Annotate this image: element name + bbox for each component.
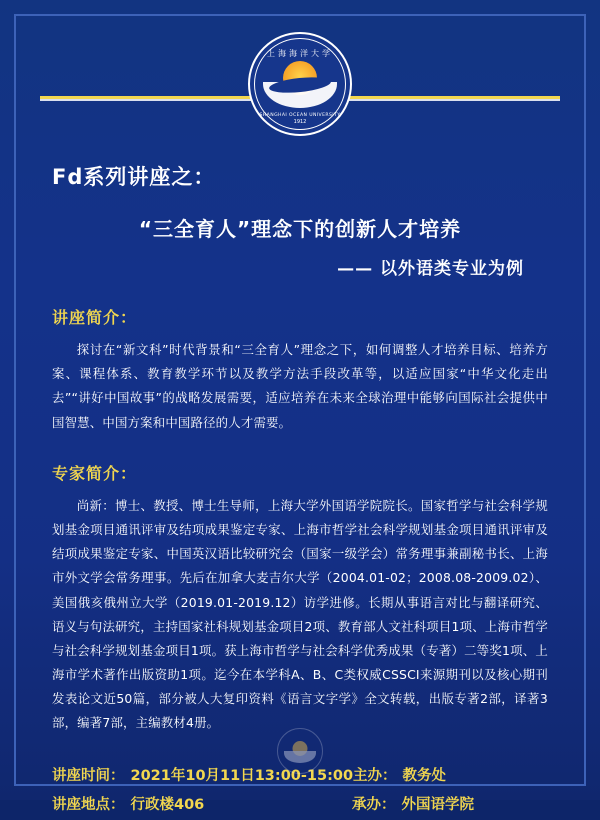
info-place-value: 行政楼406 <box>130 796 205 813</box>
section-body: 尚新：博士、教授、博士生导师，上海大学外国语学院院长。国家哲学与社会科学规划基金项目通讯评审及结项成果鉴定专家、上海市哲学社会科学规划基金项目通讯评审及结项成果鉴定专家、中国英汉语比较研究会（国家一级学会）常务理事兼副秘书长、上海市外文学会常务理事。先后在加拿大麦吉尔大学（2004.01-02；2008.08-2009.02）、美国俄亥俄州立大学（2019.01-2019.12）访学进修。长期从事语言对比与翻译研究、语义与句法研究，主持国家社科规划基金项目2项、教育部人文社科项目1项、上海市哲学与社会科学规划基金项目1项。获上海市哲学与社会科学优秀成果（专著）二等奖1项、上海市学术著作出版资助1项。迄今在本学科A、B、C类权威CSSCI来源期刊以及核心期刊发表论文近50篇，部分被人大复印资料《语言文字学》全文转载，出版专著2部，译著3部，编著7部，主编教材4册。 <box>52 497 548 731</box>
info-host <box>353 762 548 791</box>
section-lecture-intro <box>52 305 548 435</box>
logo-name-en: SHANGHAI OCEAN UNIVERSITY <box>259 113 341 118</box>
series-title: Fd系列讲座之： <box>52 165 216 189</box>
info-row-place <box>52 791 548 820</box>
info-host-value: 教务处 <box>402 767 447 784</box>
info-time-label: 讲座时间： <box>52 767 125 784</box>
lecture-title: “三全育人”理念下的创新人才培养 <box>138 217 462 241</box>
section-heading: 讲座简介： <box>52 308 138 327</box>
info-place <box>52 791 352 820</box>
footer-wave-icon <box>284 751 316 763</box>
info-host-label: 主办： <box>353 767 397 784</box>
section-body: 探讨在“新文科”时代背景和“三全育人”理念之下，如何调整人才培养目标、培养方案、课程体系、教育教学环节以及教学方法手段改革等，以适应国家“中华文化走出去”“讲好中国故事”的战略发展需要，适应培养在未来全球治理中能够向国际社会提供中国智慧、中国方案和中国路径的人才需要。 <box>52 342 548 430</box>
logo-year: 1912 <box>293 119 307 125</box>
poster-header <box>14 14 586 129</box>
lecture-subtitle: —— 以外语类专业为例 <box>337 259 524 279</box>
info-place-label: 讲座地点： <box>52 796 125 813</box>
info-organizer <box>352 791 548 820</box>
poster-content <box>14 161 586 820</box>
info-organizer-value: 外国语学院 <box>401 796 474 813</box>
info-organizer-label: 承办： <box>352 796 396 813</box>
footer-logo-watermark <box>277 728 323 774</box>
section-heading: 专家简介： <box>52 463 138 483</box>
logo-name-cn: 上海海洋大学 <box>267 49 333 58</box>
info-time-value: 2021年10月11日13:00-15:00 <box>130 767 354 784</box>
university-logo <box>248 32 352 136</box>
section-speaker-bio <box>52 461 548 736</box>
